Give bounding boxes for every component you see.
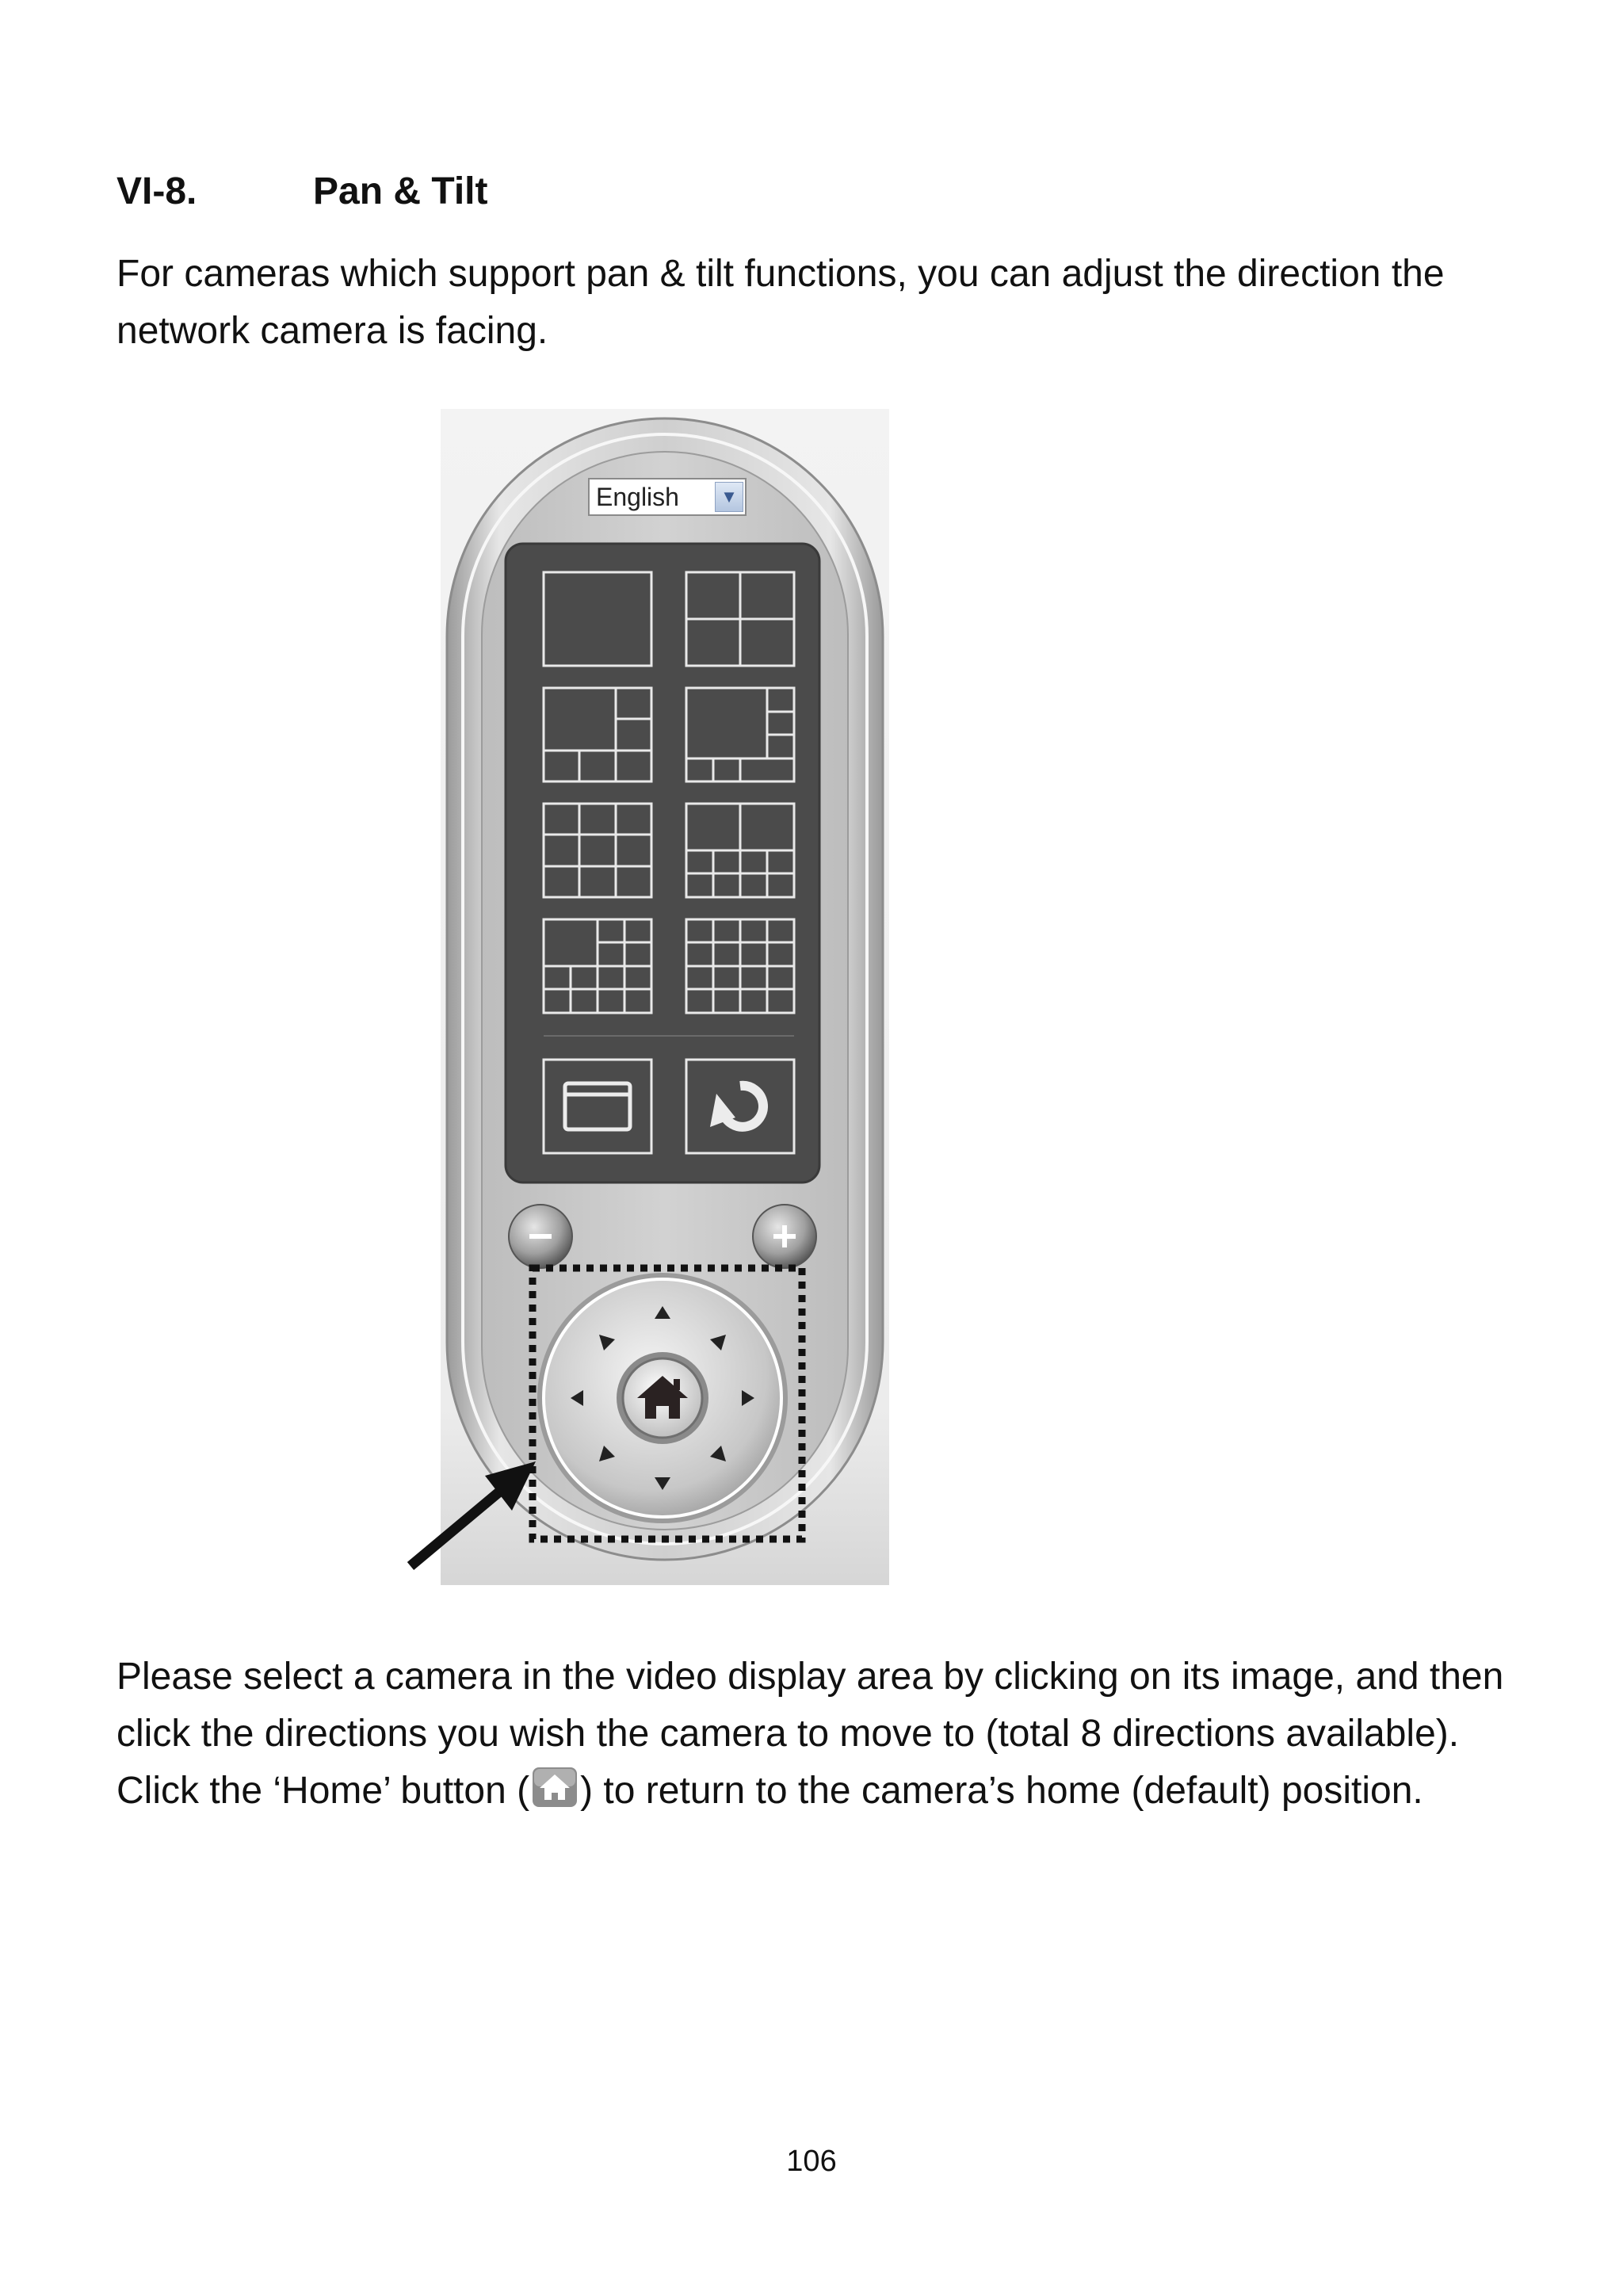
- instruction-text-end: ) to return to the camera’s home (default) position.: [580, 1770, 1423, 1812]
- chevron-down-icon: ▼: [715, 482, 743, 512]
- instruction-paragraph: [116, 1648, 1511, 1820]
- ptz-control-panel-figure: [396, 404, 903, 1593]
- zoom-out-button[interactable]: [509, 1205, 572, 1268]
- section-title: Pan & Tilt: [313, 170, 488, 212]
- minus-icon: [529, 1234, 552, 1239]
- home-button-inline-icon: [532, 1767, 578, 1808]
- section-number: VI-8.: [116, 170, 197, 212]
- instruction-text-start: Please select a camera in the video display area by clicking on its image, and then click the directions you wish the camera to move to (total 8 directions available). Click the ‘Home’ button (: [116, 1656, 1504, 1812]
- ptz-panel-graphic: [396, 404, 903, 1593]
- zoom-in-button[interactable]: [753, 1205, 816, 1268]
- page-number: 106: [786, 2145, 837, 2178]
- home-button[interactable]: [623, 1358, 702, 1438]
- intro-paragraph: For cameras which support pan & tilt functions, you can adjust the direction the network camera is facing.: [116, 253, 1445, 352]
- section-heading: [116, 168, 488, 216]
- ptz-direction-pad: [537, 1273, 788, 1523]
- language-select[interactable]: [588, 478, 747, 516]
- language-select-value: English: [596, 483, 679, 511]
- layout-panel: [506, 544, 819, 1182]
